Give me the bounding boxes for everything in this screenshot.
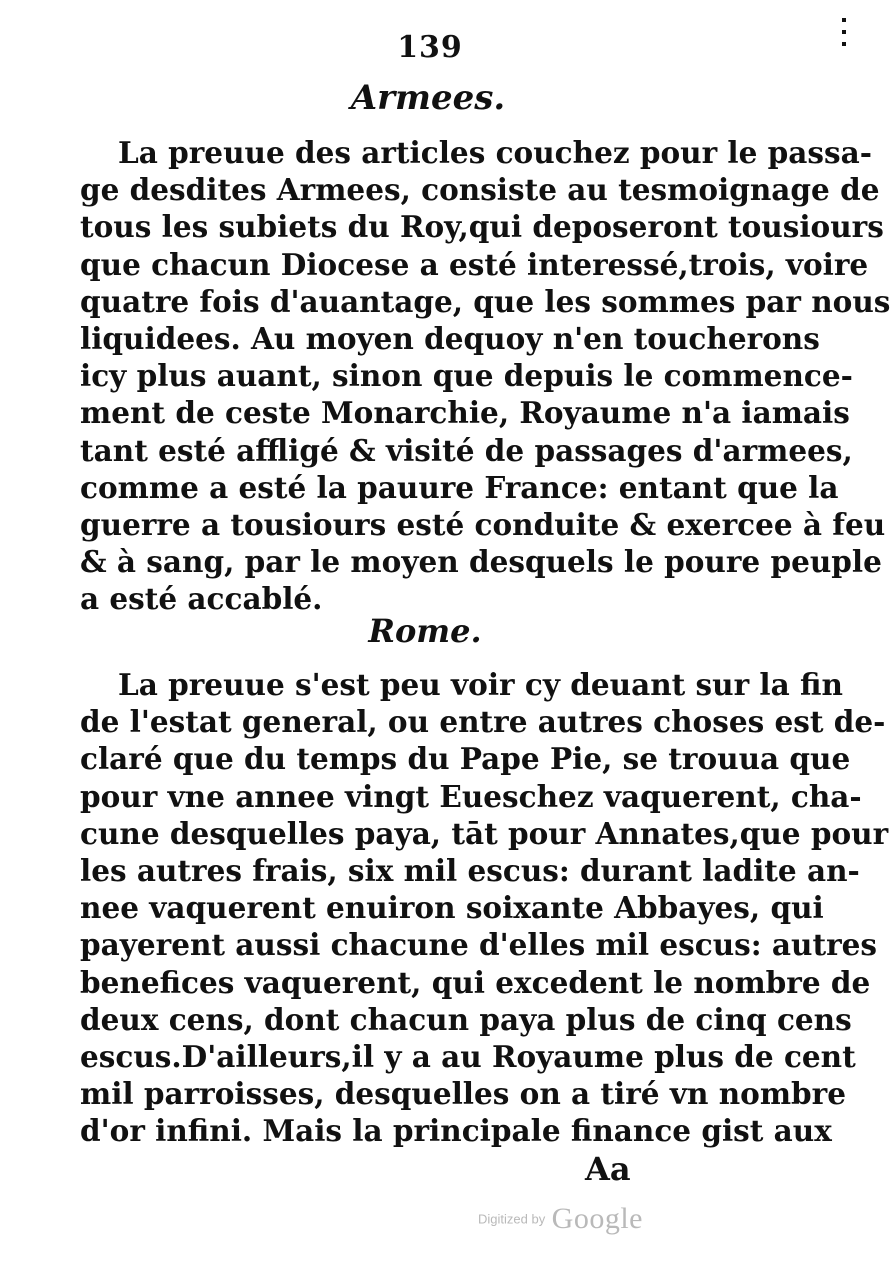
text-line: icy plus auant, sinon que depuis le commence- [80,358,853,394]
section-title-armees: Armees. [350,78,506,118]
text-line: liquidees. Au moyen dequoy n'en toucherons [80,320,820,356]
text-line: comme a esté la pauure France: entant que la [80,469,839,505]
text-line: cune desquelles paya, tāt pour Annates,que pour [80,815,889,851]
paragraph-rome [80,666,889,1149]
text-line: payerent aussi chacune d'elles mil escus: autres [80,927,878,963]
text-line: mil parroisses, desquelles on a tiré vn nombre [80,1076,846,1112]
text-line: a esté accablé. [80,581,323,617]
text-line: ge desdites Armees, consiste au tesmoignage de [80,172,880,208]
watermark-brand: Google [551,1202,643,1235]
digitized-watermark [478,1202,643,1236]
page-edge-marks [839,18,849,58]
text-line: tous les subiets du Roy,qui deposeront tousiours [80,209,884,245]
watermark-prefix: Digitized by [478,1211,546,1227]
text-line: La preuue des articles couchez pour le passa- [118,135,872,170]
text-line: & à sang, par le moyen desquels le poure peuple [80,544,882,580]
text-line: que chacun Diocese a esté interessé,trois, voire [80,246,869,282]
paragraph-armees [80,134,890,617]
page-number: 139 [397,30,463,65]
text-line: ment de ceste Monarchie, Royaume n'a iamais [80,395,850,431]
text-line: La preuue s'est peu voir cy deuant sur la fin [118,667,843,702]
signature-mark: Aa [585,1150,631,1188]
text-line: pour vne annee vingt Eueschez vaquerent, cha- [80,778,862,814]
text-line: guerre a tousiours esté conduite & exercee à feu [80,506,886,542]
text-line: d'or infini. Mais la principale finance gist aux [80,1113,832,1149]
text-line: nee vaquerent enuiron soixante Abbayes, qui [80,890,824,926]
text-line: benefices vaquerent, qui excedent le nombre de [80,964,871,1000]
text-line: tant esté affligé & visité de passages d'armees, [80,432,853,468]
section-title-rome: Rome. [368,612,482,650]
text-line: les autres frais, six mil escus: durant ladite an- [80,852,860,888]
text-line: escus.D'ailleurs,il y a au Royaume plus de cent [80,1038,856,1074]
text-line: de l'estat general, ou entre autres choses est de- [80,704,886,740]
text-line: claré que du temps du Pape Pie, se trouua que [80,741,851,777]
text-line: quatre fois d'auantage, que les sommes par nous [80,283,890,319]
text-line: deux cens, dont chacun paya plus de cinq cens [80,1001,852,1037]
